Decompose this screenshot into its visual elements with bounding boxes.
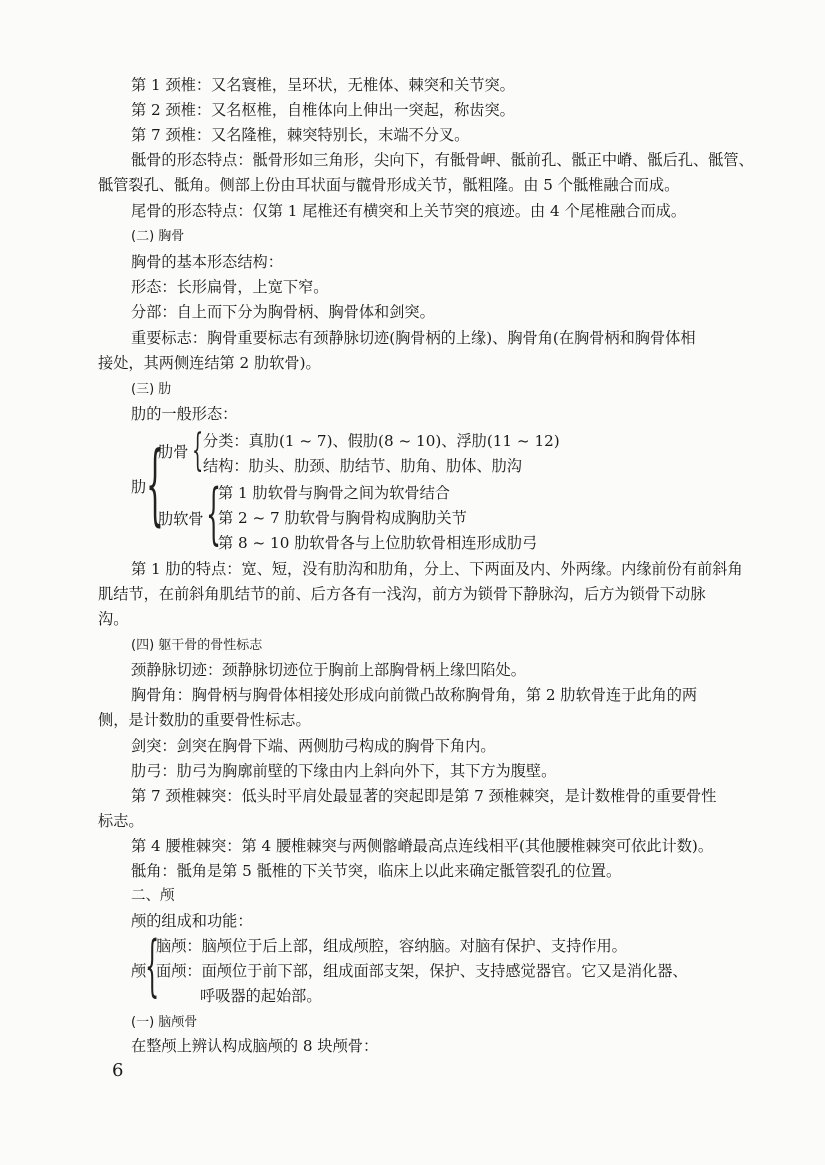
- text-line-c7: 第 7 颈椎：又名隆椎，棘突特别长，末端不分叉。: [131, 126, 470, 144]
- rib-cartilage-brace-icon: {: [206, 475, 222, 552]
- rib-tree-cart-1: 第 1 肋软骨与胸骨之间为软骨结合: [218, 484, 450, 502]
- text-line-sternum-mark-2: 接处，其两侧连结第 2 肋软骨)。: [98, 354, 321, 372]
- text-line-cranial-intro: 在整颅上辨认构成脑颅的 8 块颅骨：: [131, 1037, 379, 1055]
- skull-tree-root: 颅: [131, 962, 147, 980]
- section-heading-skull: 二、颅: [131, 888, 175, 904]
- text-line-sacrum-1: 骶骨的形态特点：骶骨形如三角形，尖向下，有骶骨岬、骶前孔、骶正中嵴、骶后孔、骶管、: [131, 151, 754, 169]
- section-heading-rib: (三) 肋: [131, 382, 172, 397]
- skull-tree-facial-2: 呼吸器的起始部。: [200, 987, 322, 1005]
- text-line-costal-arch: 肋弓：肋弓为胸廓前壁的下缘由内上斜向外下，其下方为腹壁。: [131, 762, 557, 780]
- section-heading-cranial: (一) 脑颅骨: [131, 1015, 198, 1030]
- rib-tree-classification: 分类：真肋(1 ~ 7)、假肋(8 ~ 10)、浮肋(11 ~ 12): [203, 432, 560, 450]
- text-line-xiphoid: 剑突：剑突在胸骨下端、两侧肋弓构成的胸骨下角内。: [131, 737, 496, 755]
- text-line-jugular: 颈静脉切迹：颈静脉切迹位于胸前上部胸骨柄上缘凹陷处。: [131, 661, 526, 679]
- section-heading-landmarks: (四) 躯干骨的骨性标志: [131, 638, 263, 653]
- text-line-c7-spine-2: 标志。: [98, 812, 144, 830]
- page-number: 6: [112, 1060, 124, 1081]
- text-line-rib1-1: 第 1 肋的特点：宽、短，没有肋沟和肋角，分上、下两面及内、外两缘。内缘前份有前斜角: [131, 560, 743, 578]
- text-line-sternum-mark-1: 重要标志：胸骨重要标志有颈静脉切迹(胸骨柄的上缘)、胸骨角(在胸骨柄和胸骨体相: [131, 329, 696, 347]
- text-line-coccyx: 尾骨的形态特点：仅第 1 尾椎还有横突和上关节突的痕迹。由 4 个尾椎融合而成。: [131, 202, 687, 220]
- text-line-sternum-intro: 胸骨的基本形态结构：: [131, 253, 283, 271]
- text-line-rib1-2: 肌结节，在前斜角肌结节的前、后方各有一浅沟，前方为锁骨下静脉沟，后方为锁骨下动脉: [98, 585, 706, 603]
- text-line-sacrum-2: 骶管裂孔、骶角。侧部上份由耳状面与髋骨形成关节，骶粗隆。由 5 个骶椎融合而成。: [98, 176, 680, 194]
- text-line-l4-spine: 第 4 腰椎棘突：第 4 腰椎棘突与两侧髂嵴最高点连线相平(其他腰椎棘突可依此计数)。: [131, 837, 714, 855]
- text-line-sternum-parts: 分部：自上而下分为胸骨柄、胸骨体和剑突。: [131, 303, 435, 321]
- section-heading-sternum: (二) 胸骨: [131, 229, 185, 244]
- text-line-rib1-3: 沟。: [98, 610, 129, 628]
- rib-bone-brace-icon: {: [192, 425, 204, 476]
- text-line-c7-spine-1: 第 7 颈椎棘突：低头时平肩处最显著的突起即是第 7 颈椎棘突，是计数椎骨的重要骨性: [131, 787, 717, 805]
- text-line-c2: 第 2 颈椎：又名枢椎，自椎体向上伸出一突起，称齿突。: [131, 101, 515, 119]
- text-line-skull-intro: 颅的组成和功能：: [131, 912, 253, 930]
- text-line-sacral-horn: 骶角：骶角是第 5 骶椎的下关节突，临床上以此来确定骶管裂孔的位置。: [131, 862, 622, 880]
- rib-tree-cart-2: 第 2 ~ 7 肋软骨与胸骨构成胸肋关节: [218, 509, 467, 527]
- rib-tree-cart-3: 第 8 ~ 10 肋软骨各与上位肋软骨相连形成肋弓: [218, 534, 538, 552]
- text-line-rib-intro: 肋的一般形态：: [131, 405, 238, 423]
- text-line-sternum-shape: 形态：长形扁骨，上宽下窄。: [131, 278, 329, 296]
- skull-brace-icon: {: [145, 927, 160, 1004]
- text-line-c1: 第 1 颈椎：又名寰椎，呈环状，无椎体、棘突和关节突。: [131, 76, 515, 94]
- rib-tree-cartilage: 肋软骨: [158, 510, 204, 528]
- rib-tree-bone: 肋骨: [158, 443, 189, 461]
- text-line-angle-1: 胸骨角：胸骨柄与胸骨体相接处形成向前微凸故称胸骨角，第 2 肋软骨连于此角的两: [131, 686, 698, 704]
- skull-tree-neuro: 脑颅：脑颅位于后上部，组成颅腔，容纳脑。对脑有保护、支持作用。: [156, 937, 627, 955]
- rib-root-brace-icon: {: [146, 432, 164, 535]
- rib-tree-root: 肋: [131, 478, 147, 496]
- text-line-angle-2: 侧，是计数肋的重要骨性标志。: [98, 711, 311, 729]
- skull-tree-facial-1: 面颅：面颅位于前下部，组成面部支架，保护、支持感觉器官。它又是消化器、: [156, 962, 688, 980]
- rib-tree-structure: 结构：肋头、肋颈、肋结节、肋角、肋体、肋沟: [203, 457, 522, 475]
